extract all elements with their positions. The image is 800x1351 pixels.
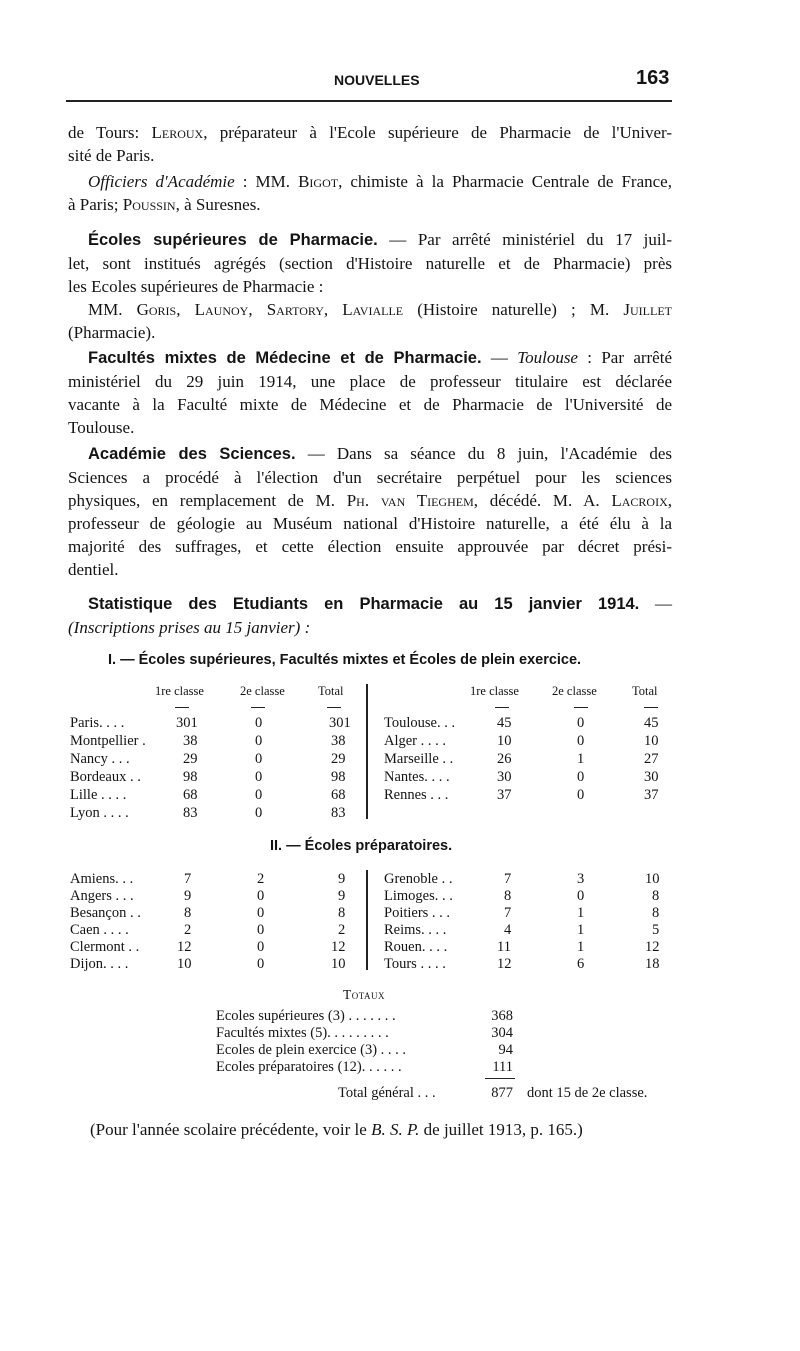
totals-row xyxy=(216,1059,402,1076)
p5-line5: majorité des suffrages, et cette élection ensuite approuvée par décret prési- xyxy=(68,537,672,556)
p5-line2: Sciences a procédé à l'élection d'un secrétaire perpétuel pour les sciences xyxy=(68,468,672,487)
row-name: Paris. . . . xyxy=(70,715,125,731)
col-dash xyxy=(327,707,341,708)
row-c2: 0 xyxy=(257,939,265,955)
row-total: 301 xyxy=(329,715,351,731)
row-c2: 0 xyxy=(255,769,263,785)
totals-row xyxy=(216,1008,396,1025)
totals-title: Totaux xyxy=(343,987,386,1002)
row-total: 45 xyxy=(644,715,659,731)
table2-divider xyxy=(366,870,368,970)
p5-heading: Académie des Sciences. xyxy=(88,445,296,463)
p5-line6: dentiel. xyxy=(68,560,119,579)
row-c2: 6 xyxy=(577,956,585,972)
row-c1: 38 xyxy=(183,733,198,749)
col-header-total-left: Total xyxy=(318,684,344,698)
row-c2: 3 xyxy=(577,871,585,887)
row-c2: 0 xyxy=(257,905,265,921)
row-c1: 10 xyxy=(177,956,192,972)
row-c1: 7 xyxy=(184,871,192,887)
row-total: 2 xyxy=(338,922,346,938)
col-dash xyxy=(495,707,509,708)
row-c1: 26 xyxy=(497,751,512,767)
header-rule xyxy=(66,100,672,102)
row-c1: 68 xyxy=(183,787,198,803)
row-c2: 0 xyxy=(577,733,585,749)
row-c2: 0 xyxy=(257,888,265,904)
p1-line2: sité de Paris. xyxy=(68,146,155,165)
totals-row xyxy=(216,1042,406,1059)
row-name: Rennes . . . xyxy=(384,787,449,803)
row-c2: 1 xyxy=(577,922,585,938)
p2-line2: à Paris; Poussin, à Suresnes. xyxy=(68,195,261,214)
row-c1: 2 xyxy=(184,922,192,938)
row-name: Toulouse. . . xyxy=(384,715,456,731)
totals-row xyxy=(216,1025,389,1042)
row-c2: 0 xyxy=(255,805,263,821)
p2-line1: Officiers d'Académie : MM. Bigot, chimiste à la Pharmacie Centrale de France, xyxy=(88,172,672,191)
totals-label: Facultés mixtes (5). . . . . . . . . xyxy=(216,1025,389,1041)
row-name: Grenoble . . xyxy=(384,871,453,887)
row-c1: 7 xyxy=(504,871,512,887)
totals-value: 111 xyxy=(492,1059,513,1075)
row-c1: 12 xyxy=(177,939,192,955)
row-total: 29 xyxy=(331,751,346,767)
p3-line2: let, sont institués agrégés (section d'Histoire naturelle et de Pharmacie) près xyxy=(68,254,672,273)
row-c2: 0 xyxy=(255,751,263,767)
row-c1: 4 xyxy=(504,922,512,938)
row-c2: 0 xyxy=(577,787,585,803)
col-dash xyxy=(574,707,588,708)
col-header-total-right: Total xyxy=(632,684,658,698)
p6-heading: Statistique des Etudiants en Pharmacie au 15 janvier 1914. xyxy=(88,595,640,613)
row-name: Besançon . . xyxy=(70,905,141,921)
row-c2: 0 xyxy=(257,956,265,972)
row-name: Angers . . . xyxy=(70,888,134,904)
row-name: Reims. . . . xyxy=(384,922,447,938)
row-total: 10 xyxy=(644,733,659,749)
row-c2: 0 xyxy=(577,888,585,904)
row-c1: 45 xyxy=(497,715,512,731)
table2-title: II. — Écoles préparatoires. xyxy=(270,838,453,854)
row-total: 5 xyxy=(652,922,660,938)
row-total: 12 xyxy=(331,939,346,955)
grand-total-value: 877 xyxy=(491,1085,513,1101)
row-name: Alger . . . . xyxy=(384,733,447,749)
p4-line3: vacante à la Faculté mixte de Médecine et de Pharmacie de l'Université de xyxy=(68,395,672,414)
running-title: NOUVELLES xyxy=(334,72,420,88)
row-c2: 0 xyxy=(255,733,263,749)
p3-line5: (Pharmacie). xyxy=(68,323,156,342)
row-total: 10 xyxy=(645,871,660,887)
p3-line1: Écoles supérieures de Pharmacie. — Par arrêté ministériel du 17 juil- xyxy=(88,230,672,249)
grand-total-label: Total général . . . xyxy=(338,1085,436,1101)
col-header-1re-left: 1re classe xyxy=(155,684,204,698)
row-c1: 8 xyxy=(504,888,512,904)
row-c1: 10 xyxy=(497,733,512,749)
row-name: Nantes. . . . xyxy=(384,769,450,785)
row-c1: 7 xyxy=(504,905,512,921)
col-dash xyxy=(175,707,189,708)
row-total: 8 xyxy=(338,905,346,921)
row-total: 83 xyxy=(331,805,346,821)
paragraph-facultes-mixtes xyxy=(68,346,672,439)
p1-line1: de Tours: Leroux, préparateur à l'Ecole supérieure de Pharmacie de l'Univer- xyxy=(68,123,672,142)
row-c1: 9 xyxy=(184,888,192,904)
row-c1: 12 xyxy=(497,956,512,972)
row-name: Caen . . . . xyxy=(70,922,129,938)
row-total: 8 xyxy=(652,888,660,904)
col-header-2e-right: 2e classe xyxy=(552,684,597,698)
row-c1: 37 xyxy=(497,787,512,803)
row-name: Marseille . . xyxy=(384,751,454,767)
p3-line3: les Ecoles supérieures de Pharmacie : xyxy=(68,277,324,296)
table1-divider xyxy=(366,684,368,819)
row-name: Nancy . . . xyxy=(70,751,130,767)
row-total: 8 xyxy=(652,905,660,921)
totals-value: 94 xyxy=(498,1042,513,1058)
row-name: Tours . . . . xyxy=(384,956,446,972)
row-total: 30 xyxy=(644,769,659,785)
row-c2: 0 xyxy=(577,715,585,731)
row-total: 68 xyxy=(331,787,346,803)
totals-value: 304 xyxy=(491,1025,513,1041)
paragraph-academie-sciences xyxy=(68,442,672,581)
row-total: 9 xyxy=(338,871,346,887)
row-c2: 0 xyxy=(577,769,585,785)
row-c2: 2 xyxy=(257,871,265,887)
page-number: 163 xyxy=(636,67,670,89)
row-total: 27 xyxy=(644,751,659,767)
totals-rule xyxy=(485,1078,515,1079)
col-dash xyxy=(251,707,265,708)
row-name: Limoges. . . xyxy=(384,888,453,904)
table1-title: I. — Écoles supérieures, Facultés mixtes et Écoles de plein exercice. xyxy=(108,652,582,668)
p4-line4: Toulouse. xyxy=(68,418,135,437)
row-c1: 301 xyxy=(176,715,198,731)
row-c1: 83 xyxy=(183,805,198,821)
row-c2: 0 xyxy=(255,715,263,731)
p5-line3: physiques, en remplacement de M. Ph. van Tieghem, décédé. M. A. Lacroix, xyxy=(68,491,672,510)
grand-total-note: dont 15 de 2e classe. xyxy=(527,1085,648,1101)
row-name: Dijon. . . . xyxy=(70,956,129,972)
p6-line2: (Inscriptions prises au 15 janvier) : xyxy=(68,618,311,637)
paragraph-ecoles-superieures xyxy=(68,228,672,344)
row-name: Amiens. . . xyxy=(70,871,134,887)
row-total: 98 xyxy=(331,769,346,785)
row-c2: 0 xyxy=(255,787,263,803)
row-total: 10 xyxy=(331,956,346,972)
paragraph-statistique xyxy=(68,592,672,639)
row-c1: 29 xyxy=(183,751,198,767)
row-c2: 1 xyxy=(577,905,585,921)
row-name: Rouen. . . . xyxy=(384,939,448,955)
footer-note: (Pour l'année scolaire précédente, voir le B. S. P. de juillet 1913, p. 165.) xyxy=(90,1120,583,1139)
row-c2: 1 xyxy=(577,939,585,955)
row-total: 37 xyxy=(644,787,659,803)
row-total: 12 xyxy=(645,939,660,955)
row-c2: 1 xyxy=(577,751,585,767)
row-c2: 0 xyxy=(257,922,265,938)
totals-label: Ecoles supérieures (3) . . . . . . . xyxy=(216,1008,396,1024)
row-total: 18 xyxy=(645,956,660,972)
row-name: Poitiers . . . xyxy=(384,905,451,921)
row-c1: 11 xyxy=(497,939,511,955)
p3-heading: Écoles supérieures de Pharmacie. xyxy=(88,231,378,249)
row-name: Lyon . . . . xyxy=(70,805,129,821)
p6-line1: Statistique des Etudiants en Pharmacie au 15 janvier 1914. — xyxy=(88,594,672,613)
row-total: 9 xyxy=(338,888,346,904)
row-name: Lille . . . . xyxy=(70,787,127,803)
row-c1: 30 xyxy=(497,769,512,785)
row-c1: 8 xyxy=(184,905,192,921)
totals-label: Ecoles de plein exercice (3) . . . . xyxy=(216,1042,407,1058)
totals-label: Ecoles préparatoires (12). . . . . . xyxy=(216,1059,402,1075)
totals-value: 368 xyxy=(491,1008,513,1024)
p4-heading: Facultés mixtes de Médecine et de Pharmacie. xyxy=(88,349,482,367)
p3-line4: MM. Goris, Launoy, Sartory, Lavialle (Histoire naturelle) ; M. Juillet xyxy=(88,300,672,319)
p5-line1: Académie des Sciences. — Dans sa séance du 8 juin, l'Académie des xyxy=(88,444,672,463)
row-c1: 98 xyxy=(183,769,198,785)
paragraph-officiers-academie xyxy=(68,170,672,216)
row-name: Clermont . . xyxy=(70,939,140,955)
row-total: 38 xyxy=(331,733,346,749)
col-header-2e-left: 2e classe xyxy=(240,684,285,698)
row-name: Bordeaux . . xyxy=(70,769,141,785)
col-dash xyxy=(644,707,658,708)
paragraph-legion-honneur-cont xyxy=(68,121,672,167)
p4-line1: Facultés mixtes de Médecine et de Pharmacie. — Toulouse : Par arrêté xyxy=(88,348,673,367)
p4-line2: ministériel du 29 juin 1914, une place de professeur titulaire est déclarée xyxy=(68,372,672,391)
col-header-1re-right: 1re classe xyxy=(470,684,519,698)
p5-line4: professeur de géologie au Muséum national d'Histoire naturelle, a été élu à la xyxy=(68,514,672,533)
row-name: Montpellier . xyxy=(70,733,146,749)
